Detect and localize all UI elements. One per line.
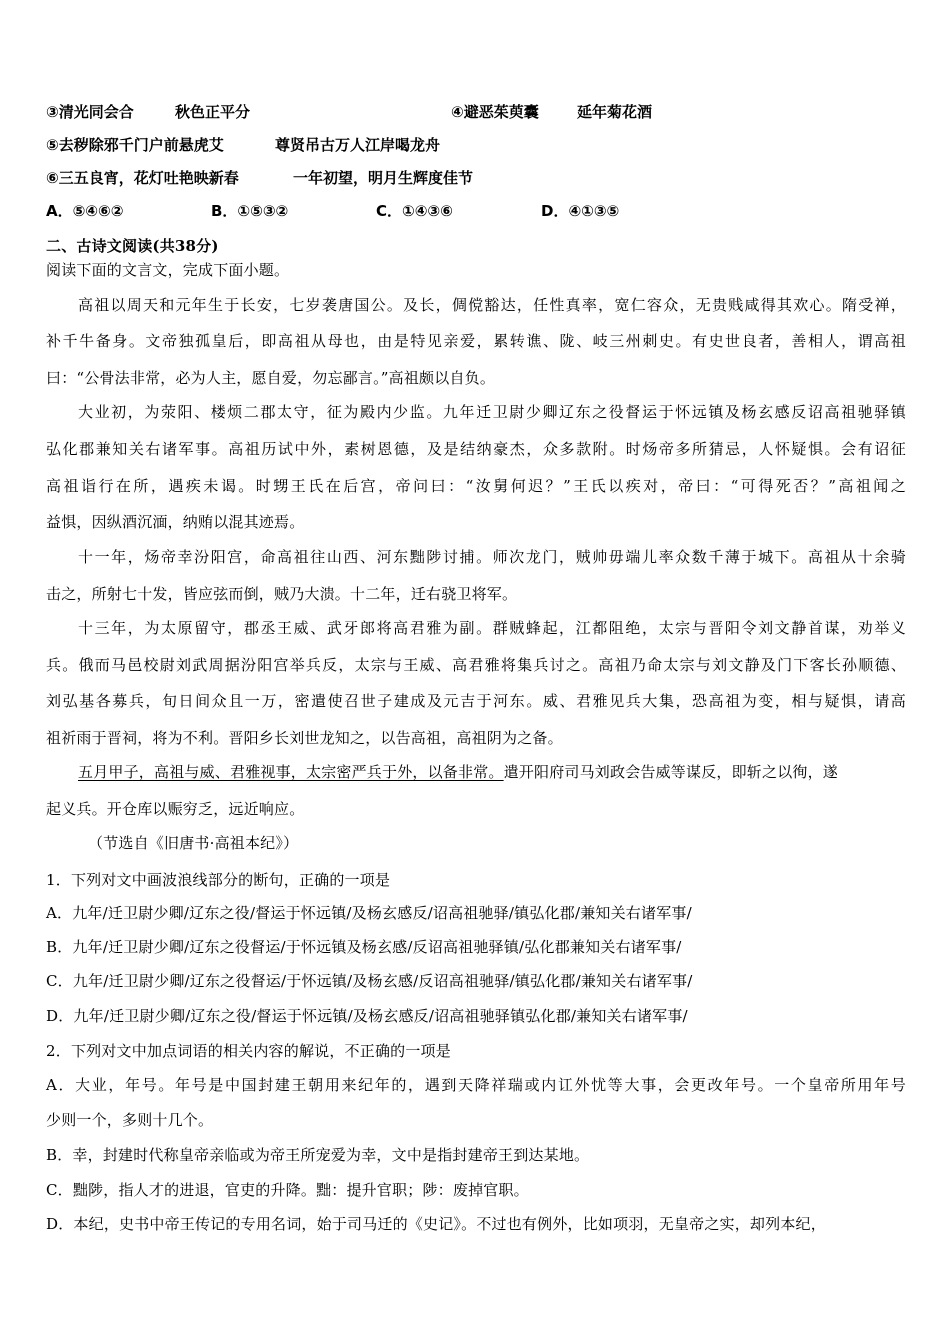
q1-option-c: C．九年/迁卫尉少卿/辽东之役督运/于怀远镇/及杨玄感/反诏高祖驰驿/镇弘化郡/兼知关右诸军事/ (46, 972, 693, 990)
underlined-sentence: 五月甲子，高祖与威、君雅视事，太宗密严兵于外，以备非常。 (78, 763, 504, 781)
passage-p1-line3: 曰：“公骨法非常，必为人主，愿自爱，勿忘鄙言。”高祖颇以自负。 (46, 369, 496, 387)
q2-option-c: C．黜陟，指人才的进退，官吏的升降。黜：提升官职；陟：废掉官职。 (46, 1181, 529, 1199)
section-heading: 二、古诗文阅读(共38分) (46, 237, 219, 255)
passage-p3-line1: 十一年，炀帝幸汾阳宫，命高祖往山西、河东黜陟讨捕。师次龙门，贼帅毋端儿率众数千薄于城下。高祖从十余骑 (78, 548, 906, 566)
passage-p4-line4: 祖祈雨于晋祠，将为不利。晋阳乡长刘世龙知之，以告高祖，高祖阴为之备。 (46, 729, 563, 747)
item-4-second: 延年菊花酒 (577, 103, 653, 121)
section-instruction: 阅读下面的文言文，完成下面小题。 (46, 261, 290, 279)
item-3-first: ③清光同会合 (46, 103, 134, 121)
q2-option-b: B．幸，封建时代称皇帝亲临或为帝王所宠爱为幸，文中是指封建帝王到达某地。 (46, 1146, 590, 1164)
choice-d: D．④①③⑤ (541, 202, 620, 220)
passage-p1-line1: 高祖以周天和元年生于长安，七岁袭唐国公。及长，倜傥豁达，任性真率，宽仁容众，无贵贱咸得其欢心。隋受禅， (78, 296, 906, 314)
passage-p2-line2: 弘化郡兼知关右诸军事。高祖历试中外，素树恩德，及是结纳豪杰，众多款附。时炀帝多所猜忌，人怀疑惧。会有诏征 (46, 440, 906, 458)
passage-p4-line2: 兵。俄而马邑校尉刘武周据汾阳宫举兵反，太宗与王威、高君雅将集兵讨之。高祖乃命太宗与刘文静及门下客长孙顺德、 (46, 656, 906, 674)
choice-b: B．①⑤③② (211, 202, 289, 220)
passage-source: （节选自《旧唐书·高祖本纪》） (88, 834, 299, 852)
item-5-first: ⑤去秽除邪千门户前悬虎艾 (46, 136, 224, 154)
q1-option-d: D．九年/迁卫尉少卿/辽东之役/督运于怀远镇/及杨玄感反/诏高祖驰驿镇弘化郡/兼知关右诸军事/ (46, 1007, 688, 1025)
q1-stem: 1．下列对文中画波浪线部分的断句，正确的一项是 (46, 871, 391, 889)
item-6-first: ⑥三五良宵，花灯吐艳映新春 (46, 169, 239, 187)
item-6-second: 一年初望，明月生辉度佳节 (293, 169, 474, 187)
passage-p2-line4: 益惧，因纵酒沉湎，纳贿以混其迹焉。 (46, 513, 305, 531)
passage-p4-line1: 十三年，为太原留守，郡丞王威、武牙郎将高君雅为副。群贼蜂起，江都阻绝，太宗与晋阳令刘文静首谋，劝举义 (78, 619, 906, 637)
item-4-first: ④避恶茱萸囊 (451, 103, 539, 121)
q1-option-a: A．九年/迁卫尉少卿/辽东之役/督运于怀远镇/及杨玄感反/诏高祖驰驿/镇弘化郡/兼知关右诸军事/ (46, 904, 692, 922)
passage-p3-line2: 击之，所射七十发，皆应弦而倒，贼乃大溃。十二年，迁右骁卫将军。 (46, 585, 518, 603)
item-5-second: 尊贤吊古万人江岸喝龙舟 (275, 136, 441, 154)
q2-option-d: D．本纪，史书中帝王传记的专用名词，始于司马迁的《史记》。不过也有例外，比如项羽，无皇帝之实，却列本纪， (46, 1215, 826, 1233)
q2-stem: 2．下列对文中加点词语的相关内容的解说，不正确的一项是 (46, 1042, 451, 1060)
passage-p5-line1-rest: 遣开阳府司马刘政会告威等谋反，即斩之以徇，遂 (503, 763, 839, 781)
passage-p5-line1 (78, 761, 906, 783)
passage-p5-line2: 起义兵。开仓库以赈穷乏，远近响应。 (46, 800, 305, 818)
passage-p1-line2: 补千牛备身。文帝独孤皇后，即高祖从母也，由是特见亲爱，累转谯、陇、岐三州刺史。有史世良者，善相人，谓高祖 (46, 332, 906, 350)
choice-c: C．①④③⑥ (376, 202, 453, 220)
item-3-second: 秋色正平分 (175, 103, 251, 121)
q2-option-a-line2: 少则一个，多则十几个。 (46, 1111, 214, 1129)
q1-option-b: B．九年/迁卫尉少卿/辽东之役督运/于怀远镇及杨玄感/反诏高祖驰驿镇/弘化郡兼知关右诸军事/ (46, 938, 682, 956)
passage-p2-line1: 大业初，为荥阳、楼烦二郡太守，征为殿内少监。九年迁卫尉少卿辽东之役督运于怀远镇及杨玄感反诏高祖驰驿镇 (78, 403, 906, 421)
choice-a: A．⑤④⑥② (46, 202, 124, 220)
passage-p2-line3: 高祖诣行在所，遇疾未谒。时甥王氏在后宫，帝问曰：“汝舅何迟？”王氏以疾对，帝曰：“可得死否？”高祖闻之 (46, 477, 906, 495)
passage-p4-line3: 刘弘基各募兵，旬日间众且一万，密遣使召世子建成及元吉于河东。威、君雅见兵大集，恐高祖为变，相与疑惧，请高 (46, 692, 906, 710)
q2-option-a-line1: A．大业，年号。年号是中国封建王朝用来纪年的，遇到天降祥瑞或内讧外忧等大事，会更改年号。一个皇帝所用年号 (46, 1076, 906, 1094)
